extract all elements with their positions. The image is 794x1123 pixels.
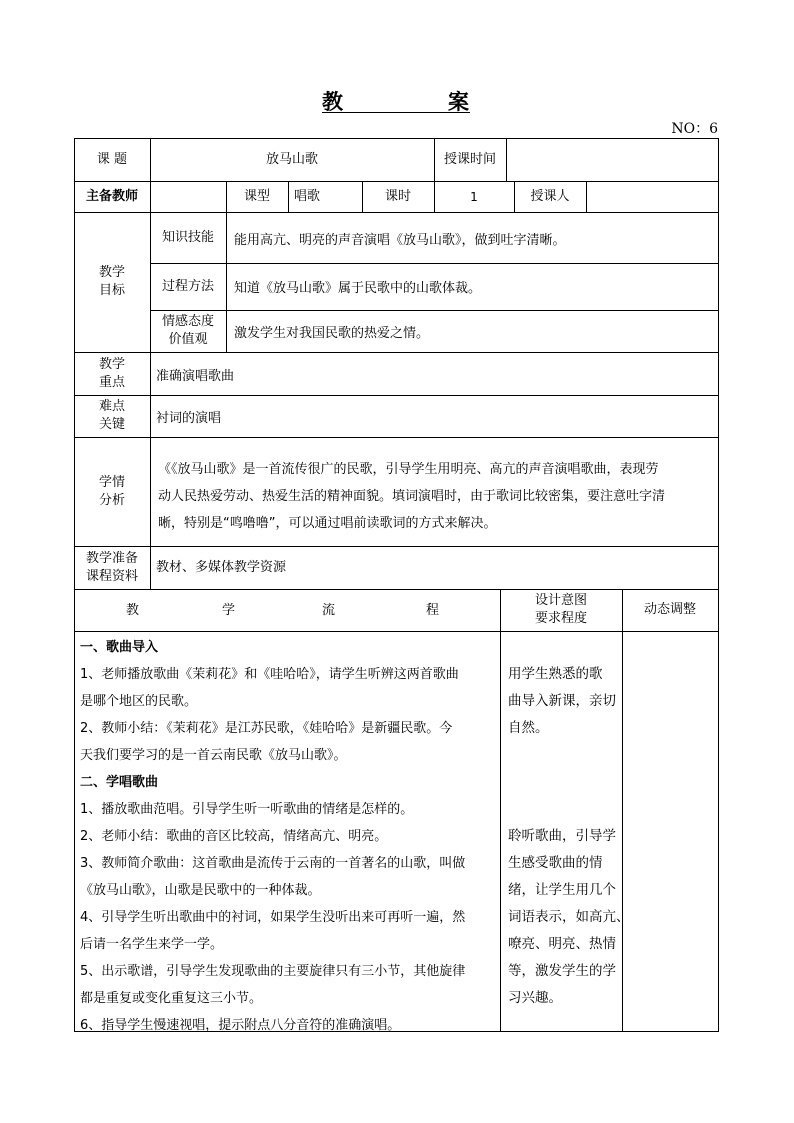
objectives-label-line1: 教学 (98, 265, 125, 280)
design-intent-line: 用学生熟悉的歌 (508, 666, 603, 682)
analysis-text (158, 456, 714, 537)
process-header-char: 教 (126, 603, 140, 618)
objective-label-knowledge: 知识技能 (161, 229, 214, 245)
objective-label-process: 过程方法 (161, 278, 214, 294)
design-intent-line: 曲导入新课，亲切 (508, 693, 616, 709)
process-header-char: 程 (426, 603, 440, 618)
process-line: 2、老师小结：歌曲的音区比较高，情绪高亢、明亮。 (80, 829, 388, 844)
design-intent-line: 等，激发学生的学 (508, 963, 616, 979)
process-header-char: 流 (322, 603, 336, 618)
design-intent-line2: 要求程度 (534, 611, 587, 626)
process-line: 5、出示歌谱，引导学生发现歌曲的主要旋律只有三小节，其他旋律 (80, 964, 466, 979)
difficulty-text: 衬词的演唱 (156, 411, 222, 426)
process-line: 是哪个地区的民歌。 (80, 694, 198, 709)
objective-label-attitude (150, 310, 226, 352)
analysis-label-line2: 分析 (98, 492, 125, 508)
title-char-1: 教 (322, 89, 343, 114)
lecturer-value (586, 181, 718, 212)
objective-text-process: 知道《放马山歌》属于民歌中的山歌体裁。 (234, 281, 482, 296)
design-intent-line: 词语表示，如高亢、 (508, 909, 630, 925)
process-line: 4、引导学生听出歌曲中的衬词，如果学生没听出来可再听一遍，然 (80, 910, 466, 925)
prep-label-line1: 教学准备 (85, 550, 138, 566)
rule (150, 263, 719, 264)
document-number: NO：6 (671, 121, 718, 137)
lecturer-label: 授课人 (530, 188, 570, 204)
class-time-value (506, 138, 718, 181)
process-line: 都是重复或变化重复这三小节。 (80, 991, 263, 1006)
lesson-type-value: 唱歌 (294, 189, 321, 204)
rule (150, 310, 719, 311)
objectives-label (74, 212, 150, 352)
hours-label: 课时 (384, 188, 411, 204)
section-heading: 二、学唱歌曲 (80, 775, 159, 790)
design-intent-line: 生感受歌曲的情 (508, 855, 603, 871)
title-underline (322, 112, 470, 113)
design-intent-line: 习兴趣。 (508, 990, 562, 1006)
subject-value: 放马山歌 (265, 151, 318, 167)
process-line: 《放马山歌》，山歌是民歌中的一种体裁。 (80, 883, 321, 898)
process-header-char: 学 (222, 603, 236, 618)
design-intent-line: 自然。 (508, 720, 549, 736)
process-line: 后请一名学生来学一学。 (80, 937, 224, 952)
lesson-type-label: 课型 (243, 188, 270, 204)
dynamic-adjust-header: 动态调整 (643, 602, 696, 617)
objectives-label-line2: 目标 (98, 283, 125, 298)
process-line: 1、播放歌曲范唱。引导学生听一听歌曲的情绪是怎样的。 (80, 802, 414, 817)
design-intent-1 (508, 661, 620, 742)
process-line: 6、指导学生慢速视唱，提示附点八分音符的准确演唱。 (80, 1018, 401, 1033)
rule (74, 395, 719, 396)
process-line: 3、教师简介歌曲：这首歌曲是流传于云南的一首著名的山歌，叫做 (80, 856, 466, 871)
analysis-label-line1: 学情 (98, 474, 125, 490)
analysis-line: 晰，特别是“鸣噜噜”，可以通过唱前读歌词的方式来解决。 (158, 516, 497, 531)
design-intent-line1: 设计意图 (534, 593, 587, 608)
rule (288, 181, 289, 212)
analysis-line: 《《放马山歌》是一首流传很广的民歌，引导学生用明亮、高亢的声音演唱歌曲，表现劳 (158, 462, 659, 477)
rule (718, 138, 719, 1032)
design-intent-header (500, 589, 622, 631)
design-intent-line: 绪，让学生用几个 (508, 882, 616, 898)
process-body (80, 634, 500, 1039)
rule (74, 437, 719, 438)
section-heading: 一、歌曲导入 (80, 640, 159, 655)
difficulty-label (74, 395, 150, 437)
objective-label-attitude-line1: 情感态度 (161, 314, 214, 329)
title-char-2: 案 (448, 89, 469, 114)
objective-text-attitude: 激发学生对我国民歌的热爱之情。 (234, 326, 430, 341)
process-line: 1、老师播放歌曲《茉莉花》和《哇哈哈》，请学生听辨这两首歌曲 (80, 667, 459, 682)
rule (622, 589, 623, 1032)
rule (74, 546, 719, 547)
design-intent-2 (508, 823, 630, 1012)
focus-text: 准确演唱歌曲 (156, 369, 235, 384)
prep-label (74, 546, 150, 589)
subject-label: 课 题 (96, 151, 128, 167)
analysis-line: 动人民热爱劳动、热爱生活的精神面貌。填词演唱时，由于歌词比较密集，要注意吐字清 (158, 489, 666, 504)
difficulty-label-line2: 关键 (98, 417, 125, 432)
process-line: 2、教师小结：《茉莉花》是江苏民歌，《娃哈哈》是新疆民歌。今 (80, 721, 453, 736)
focus-label (74, 352, 150, 395)
lead-teacher-value (150, 181, 226, 212)
objective-label-attitude-line2: 价值观 (168, 332, 208, 347)
prep-label-line2: 课程资料 (85, 568, 138, 584)
difficulty-label-line1: 难点 (98, 399, 125, 414)
focus-label-line2: 重点 (98, 374, 125, 390)
prep-text: 教材、多媒体教学资源 (156, 560, 287, 575)
process-line: 天我们要学习的是一首云南民歌《放马山歌》。 (80, 748, 347, 763)
hours-value: 1 (470, 189, 478, 204)
analysis-label (74, 437, 150, 546)
lead-teacher-label: 主备教师 (85, 188, 138, 204)
design-intent-line: 聆听歌曲，引导学 (508, 828, 616, 844)
objective-text-knowledge: 能用高亢、明亮的声音演唱《放马山歌》，做到吐字清晰。 (234, 233, 566, 248)
focus-label-line1: 教学 (98, 356, 125, 372)
design-intent-line: 嘹亮、明亮、热情 (508, 936, 616, 952)
rule (500, 589, 501, 1032)
rule (74, 352, 719, 353)
class-time-label: 授课时间 (443, 151, 496, 167)
